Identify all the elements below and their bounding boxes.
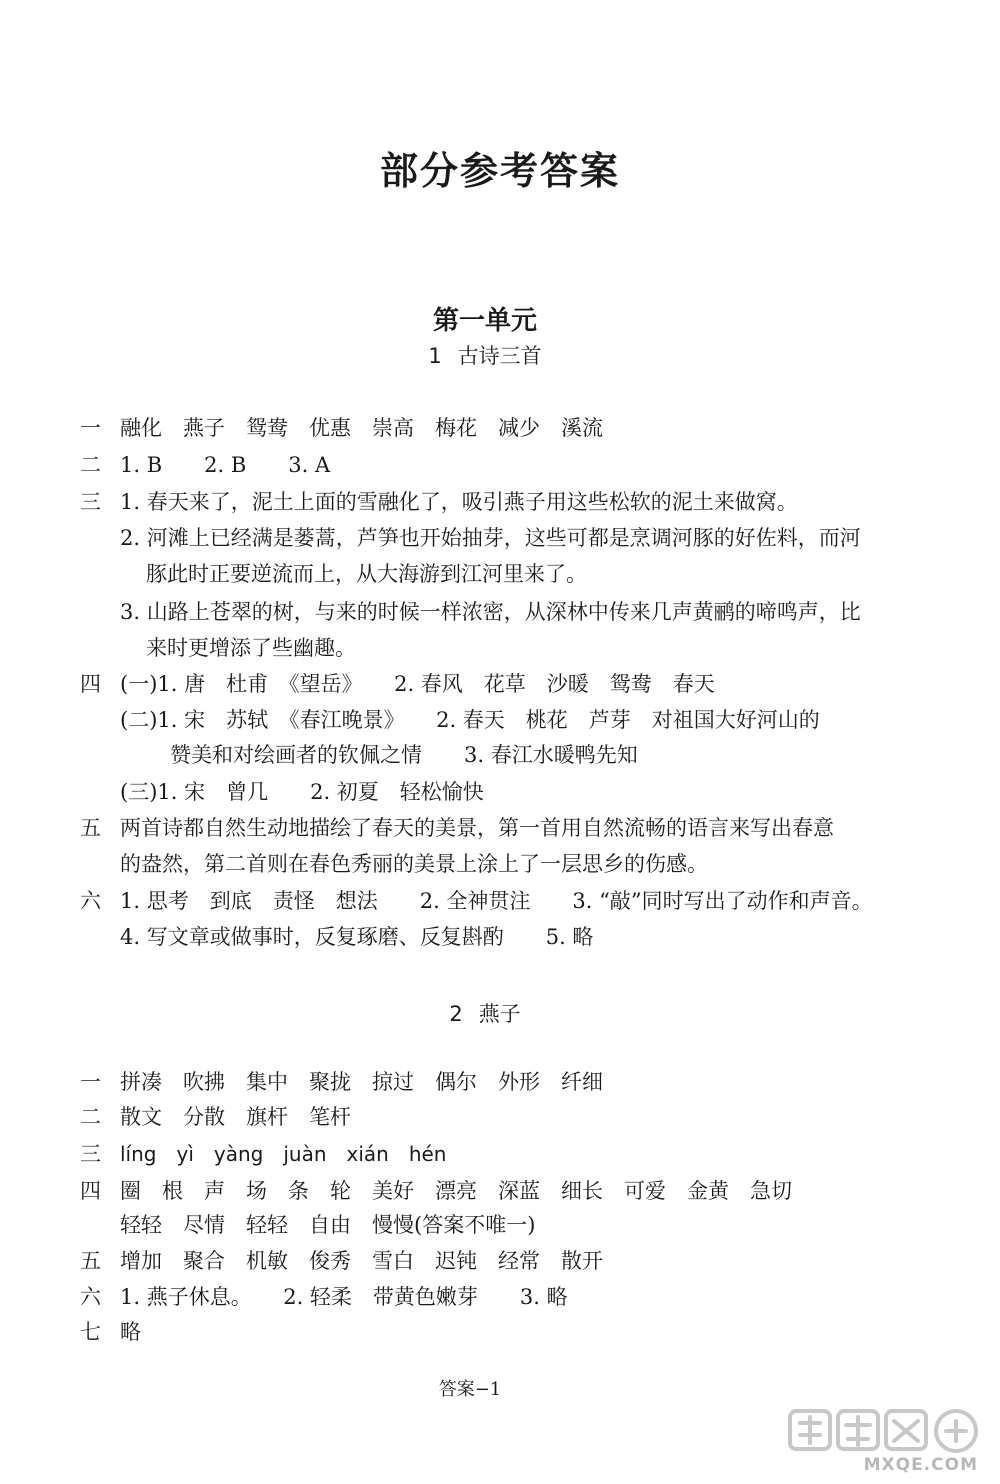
lesson-1-title: 1 古诗三首	[428, 344, 542, 368]
lesson2-q4-mark: 四	[80, 1179, 101, 1203]
lesson2-q4-answer-b: 轻轻 尽情 轻轻 自由 慢慢(答案不唯一)	[120, 1213, 536, 1237]
lesson1-q4-part3: (三)1. 宋 曾几 2. 初夏 轻松愉快	[120, 780, 484, 804]
watermark-text: MXQE.COM	[863, 1455, 978, 1475]
lesson2-q5-mark: 五	[80, 1249, 101, 1273]
page-number: 答案−1	[438, 1379, 502, 1400]
lesson1-q1-answer: 融化 燕子 鸳鸯 优惠 崇高 梅花 减少 溪流	[120, 416, 603, 440]
lesson2-q2-mark: 二	[80, 1105, 101, 1129]
lesson1-q4-part2a: (二)1. 宋 苏轼 《春江晚景》 2. 春天 桃花 芦芽 对祖国大好河山的	[120, 708, 820, 732]
unit-title: 第一单元	[432, 306, 537, 336]
lesson2-q5-answer: 增加 聚合 机敏 俊秀 雪白 迟钝 经常 散开	[120, 1249, 603, 1273]
lesson2-q4-answer-a: 圈 根 声 场 条 轮 美好 漂亮 深蓝 细长 可爱 金黄 急切	[120, 1179, 792, 1203]
lesson1-q4-mark: 四	[80, 672, 101, 696]
lesson-2-title: 2 燕子	[449, 1002, 521, 1026]
lesson1-q3-answer-3b: 来时更增添了些幽趣。	[146, 636, 356, 660]
lesson1-q6-answer-b: 4. 写文章或做事时，反复琢磨、反复斟酌 5. 略	[120, 925, 594, 949]
lesson1-q5-answer-b: 的盎然，第二首则在春色秀丽的美景上涂上了一层思乡的伤感。	[120, 852, 708, 876]
lesson1-q2-answer: 1. B 2. B 3. A	[120, 453, 331, 477]
lesson1-q3-answer-2b: 豚此时正要逆流而上，从大海游到江河里来了。	[146, 562, 587, 586]
lesson1-q6-answer-a: 1. 思考 到底 责怪 想法 2. 全神贯注 3. “敲”同时写出了动作和声音。	[120, 889, 873, 913]
answer-page: 部分参考答案 第一单元 1 古诗三首 一 融化 燕子 鸳鸯 优惠 崇高 梅花 减少 溪流 二 1. B 2. B 3. A 三 1. 春天来了，泥土上面的雪融化了，吸引燕子用这些松软的泥土来做窝。 2. 河滩上已经满是蒌蒿，芦笋也开始抽芽，这些可都是烹调河豚的好佐料，而河 豚此时正要逆流而上，从大海游到江河里来了。 3. 山路上苍翠的树，与来的时候一样浓密，从深林中传来几声黄鹂的啼鸣声，比 来时更增添了些幽趣。 四 (一)1. 唐 杜甫 《望岳》 2. 春风 花草 沙暖 鸳鸯 春天 (二)1. 宋 苏轼 《春江晚景》 2. 春天 桃花 芦芽 对祖国大好河山的 赞美和对绘画者的钦佩之情 3. 春江水暖鸭先知 (三)1. 宋 曾几 2. 初夏 轻松愉快 五 两首诗都自然生动地描绘了春天的美景，第一首用自然流畅的语言来写出春意 的盎然，第二首则在春色秀丽的美景上涂上了一层思乡的伤感。 六 1. 思考 到底 责怪 想法 2. 全神贯注 3. “敲”同时写出了动作和声音。 4. 写文章或做事时，反复琢磨、反复斟酌 5. 略 2 燕子 一 拼凑 吹拂 集中 聚拢 掠过 偶尔 外形 纤细 二 散文 分散 旗杆 笔杆 三 líng yì yàng juàn xián hén 四 圈 根 声 场 条 轮 美好 漂亮 深蓝 细长 可爱 金黄 急切 轻轻 尽情 轻轻 自由 慢慢(答案不唯一) 五 增加 聚合 机敏 俊秀 雪白 迟钝 经常 散开 六 1. 燕子休息。 2. 轻柔 带黄色嫩芽 3. 略 七 略 答案−1 MXQE.COM	[0, 0, 1000, 1484]
lesson2-q1-mark: 一	[80, 1070, 101, 1094]
lesson2-q6-mark: 六	[80, 1285, 101, 1309]
lesson2-q7-mark: 七	[80, 1320, 101, 1344]
lesson1-q4-part1: (一)1. 唐 杜甫 《望岳》 2. 春风 花草 沙暖 鸳鸯 春天	[120, 672, 715, 696]
lesson2-q6-answer: 1. 燕子休息。 2. 轻柔 带黄色嫩芽 3. 略	[120, 1285, 568, 1309]
lesson2-q2-answer: 散文 分散 旗杆 笔杆	[120, 1105, 351, 1129]
lesson1-q4-part2b: 赞美和对绘画者的钦佩之情 3. 春江水暖鸭先知	[170, 743, 638, 767]
lesson1-q3-answer-3a: 3. 山路上苍翠的树，与来的时候一样浓密，从深林中传来几声黄鹂的啼鸣声，比	[120, 600, 861, 624]
lesson1-q3-mark: 三	[80, 490, 101, 514]
lesson2-q3-mark: 三	[80, 1142, 101, 1166]
page-title: 部分参考答案	[379, 148, 620, 193]
lesson2-q7-answer: 略	[120, 1320, 141, 1344]
lesson1-q3-answer-2a: 2. 河滩上已经满是蒌蒿，芦笋也开始抽芽，这些可都是烹调河豚的好佐料，而河	[120, 526, 861, 550]
lesson1-q3-answer-1: 1. 春天来了，泥土上面的雪融化了，吸引燕子用这些松软的泥土来做窝。	[120, 490, 798, 514]
lesson2-q1-answer: 拼凑 吹拂 集中 聚拢 掠过 偶尔 外形 纤细	[120, 1070, 603, 1094]
lesson2-q3-pinyin: líng yì yàng juàn xián hén	[120, 1142, 447, 1166]
lesson1-q2-mark: 二	[80, 453, 101, 477]
lesson1-q5-mark: 五	[80, 816, 101, 840]
lesson1-q5-answer-a: 两首诗都自然生动地描绘了春天的美景，第一首用自然流畅的语言来写出春意	[120, 816, 834, 840]
lesson1-q6-mark: 六	[80, 889, 101, 913]
